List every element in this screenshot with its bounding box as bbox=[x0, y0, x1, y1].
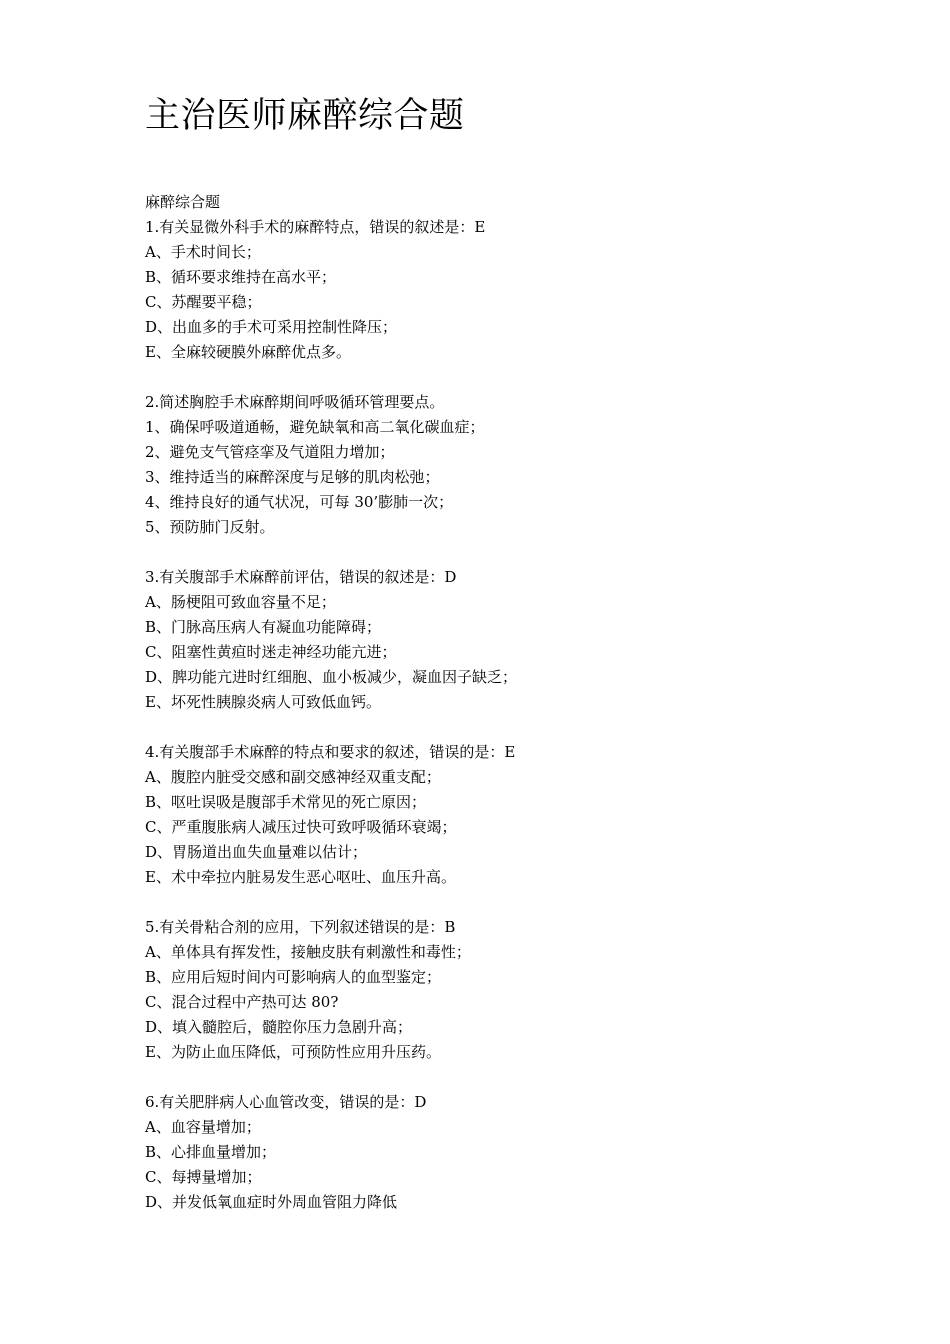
question-5: 5.有关骨粘合剂的应用，下列叙述错误的是：B bbox=[145, 918, 456, 936]
option-item: A、腹腔内脏受交感和副交感神经双重支配； bbox=[145, 768, 441, 786]
paragraph-gap bbox=[145, 715, 905, 740]
option-item: D、胃肠道出血失血量难以估计； bbox=[145, 843, 368, 861]
document-title: 主治医师麻醉综合题 bbox=[145, 96, 465, 136]
section-heading: 麻醉综合题 bbox=[145, 193, 221, 211]
option-item: B、呕吐误吸是腹部手术常见的死亡原因； bbox=[145, 793, 427, 811]
option-item: C、每搏量增加； bbox=[145, 1168, 262, 1186]
paragraph-gap bbox=[145, 1065, 905, 1090]
paragraph-gap bbox=[145, 540, 905, 565]
option-item: B、门脉高压病人有凝血功能障碍； bbox=[145, 618, 382, 636]
document-body bbox=[145, 190, 905, 1215]
option-item: D、脾功能亢进时红细胞、血小板减少，凝血因子缺乏； bbox=[145, 668, 518, 686]
question-6: 6.有关肥胖病人心血管改变，错误的是：D bbox=[145, 1093, 427, 1111]
option-item: 2、避免支气管痉挛及气道阻力增加； bbox=[145, 443, 395, 461]
option-item: 3、维持适当的麻醉深度与足够的肌肉松弛； bbox=[145, 468, 440, 486]
option-item: D、并发低氧血症时外周血管阻力降低 bbox=[145, 1193, 398, 1211]
option-item: B、循环要求维持在高水平； bbox=[145, 268, 337, 286]
option-item: A、肠梗阻可致血容量不足； bbox=[145, 593, 336, 611]
option-item: C、严重腹胀病人减压过快可致呼吸循环衰竭； bbox=[145, 818, 457, 836]
option-item: A、手术时间长； bbox=[145, 243, 261, 261]
option-item: E、术中牵拉内脏易发生恶心呕吐、血压升高。 bbox=[145, 868, 456, 886]
option-item: C、阻塞性黄疸时迷走神经功能亢进； bbox=[145, 643, 397, 661]
option-item: 4、维持良好的通气状况，可每 30’膨肺一次； bbox=[145, 493, 454, 511]
option-item: C、苏醒要平稳； bbox=[145, 293, 262, 311]
option-item: A、单体具有挥发性，接触皮肤有刺激性和毒性； bbox=[145, 943, 471, 961]
paragraph-gap bbox=[145, 890, 905, 915]
option-item: B、应用后短时间内可影响病人的血型鉴定； bbox=[145, 968, 442, 986]
question-3: 3.有关腹部手术麻醉前评估，错误的叙述是：D bbox=[145, 568, 457, 586]
option-item: E、为防止血压降低，可预防性应用升压药。 bbox=[145, 1043, 441, 1061]
option-item: A、血容量增加； bbox=[145, 1118, 261, 1136]
paragraph-gap bbox=[145, 365, 905, 390]
option-item: C、混合过程中产热可达 80? bbox=[145, 993, 339, 1011]
question-4: 4.有关腹部手术麻醉的特点和要求的叙述，错误的是：E bbox=[145, 743, 516, 761]
option-item: D、出血多的手术可采用控制性降压； bbox=[145, 318, 398, 336]
option-item: B、心排血量增加； bbox=[145, 1143, 277, 1161]
option-item: 5、预防肺门反射。 bbox=[145, 518, 275, 536]
option-item: 1、确保呼吸道通畅，避免缺氧和高二氧化碳血症； bbox=[145, 418, 485, 436]
question-2: 2.简述胸腔手术麻醉期间呼吸循环管理要点。 bbox=[145, 393, 445, 411]
option-item: D、填入髓腔后，髓腔你压力急剧升高； bbox=[145, 1018, 413, 1036]
question-1: 1.有关显微外科手术的麻醉特点，错误的叙述是：E bbox=[145, 218, 486, 236]
option-item: E、全麻较硬膜外麻醉优点多。 bbox=[145, 343, 351, 361]
option-item: E、坏死性胰腺炎病人可致低血钙。 bbox=[145, 693, 381, 711]
